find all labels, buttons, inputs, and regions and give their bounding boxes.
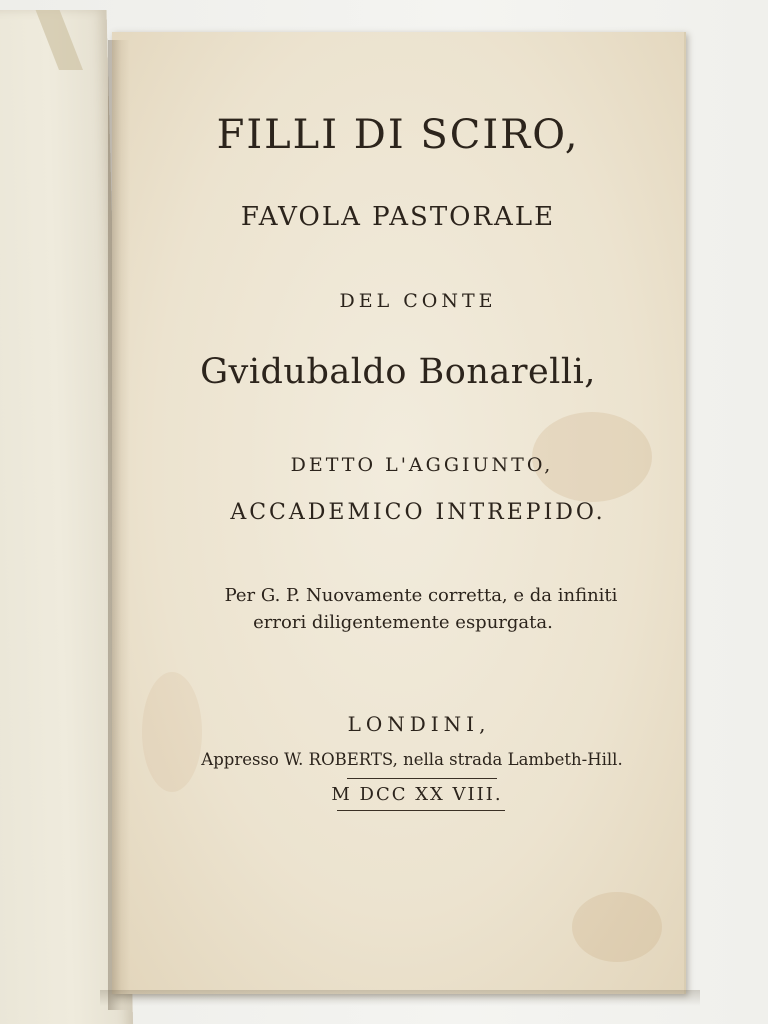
book-title: FILLI DI SCIRO, [216,112,580,158]
imprint-rule [347,778,497,779]
date-rule [337,810,505,811]
editor-note-line-2: errori diligentemente espurgata. [253,612,553,633]
flyleaf-corner [36,10,83,70]
page-bottom-shadow [100,990,700,1006]
author-academy: ACCADEMICO INTREPIDO. [230,500,606,525]
author-name: Gvidubaldo Bonarelli, [200,352,596,392]
imprint-date: M DCC XX VIII. [331,784,503,805]
imprint-printer: Appresso W. ROBERTS, nella strada Lambeth-Hill. [201,750,623,769]
editor-note-line-1: Per G. P. Nuovamente corretta, e da infiniti [224,585,618,606]
author-prefix: DEL CONTE [339,290,497,312]
author-alias: DETTO L'AGGIUNTO, [290,454,554,476]
imprint-place: LONDINI, [347,712,491,736]
title-page [112,32,686,994]
book-gutter-shadow [108,40,130,1010]
book-subtitle: FAVOLA PASTORALE [240,202,556,232]
title-page-text [112,32,684,994]
